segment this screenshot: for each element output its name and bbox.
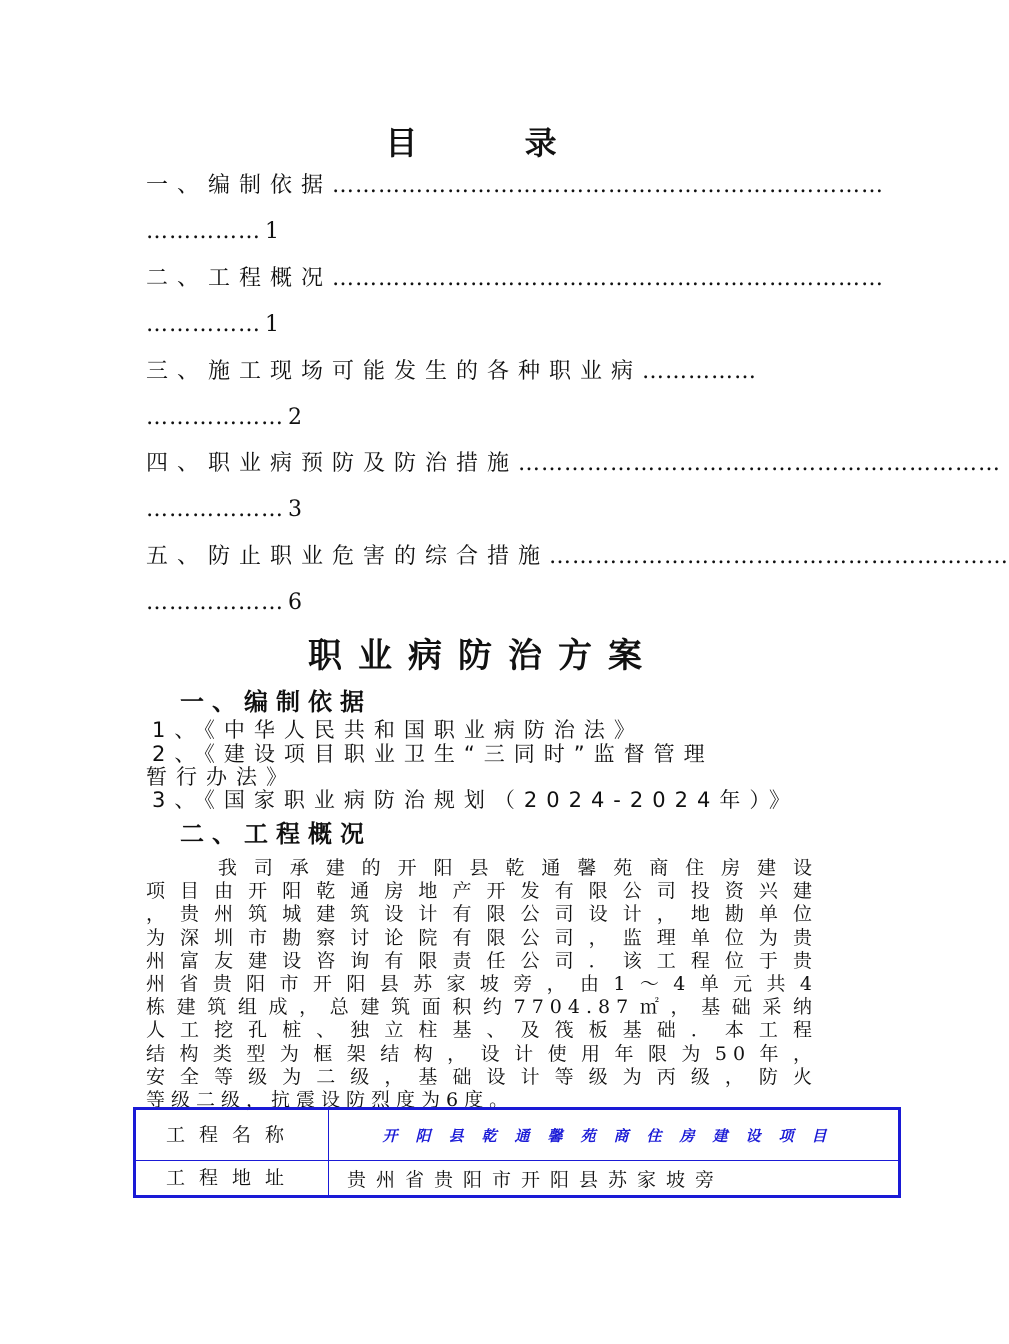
toc-leader-dots: ……………………………………………………………… xyxy=(332,266,885,291)
toc-leader-dots: …………… xyxy=(642,359,758,384)
project-info-table xyxy=(133,1107,901,1198)
paragraph-line: 我司承建的开阳县乾通馨苑商住房建设 xyxy=(146,857,818,879)
section-heading-overview: 二、工程概况 xyxy=(180,820,372,848)
toc-leader-dots: ……………………………………………………… xyxy=(518,451,1002,476)
toc-entry-label: 三、施工现场可能发生的各种职业病 xyxy=(146,359,643,384)
paragraph-line: 州省贵阳市开阳县苏家坡旁，由1～4单元共4 xyxy=(146,972,818,995)
toc-entry-4-page-line xyxy=(146,496,302,524)
project-address-label: 工程地址 xyxy=(135,1161,329,1197)
toc-leader-dots: …………… xyxy=(146,219,261,244)
toc-page-number: 1 xyxy=(265,219,279,244)
toc-leader-dots: ……………… xyxy=(146,590,284,615)
toc-leader-dots: ……………………………………………………………… xyxy=(332,173,885,198)
paragraph-line: ，贵州筑城建筑设计有限公司设计，地勘单位 xyxy=(146,903,818,926)
toc-leader-dots: ……………… xyxy=(146,497,284,522)
project-address-value: 贵州省贵阳市开阳县苏家坡旁 xyxy=(329,1161,900,1197)
toc-title: 目 录 xyxy=(385,124,605,162)
toc-entry-label: 五、防止职业危害的综合措施 xyxy=(146,544,550,569)
basis-item-2: 2、《建设项目职业卫生“三同时”监督管理 xyxy=(152,742,714,766)
project-name-value: 开阳县乾通馨苑商住房建设项目 xyxy=(329,1109,900,1161)
section-heading-basis: 一、编制依据 xyxy=(180,688,372,716)
toc-leader-dots: …………………………………………………… xyxy=(549,544,1009,569)
toc-entry-label: 四、职业病预防及防治措施 xyxy=(146,451,519,476)
project-overview-paragraph xyxy=(146,857,818,1112)
paragraph-line: 人工挖孔桩、独立柱基、及筏板基础．本工程 xyxy=(146,1019,818,1042)
paragraph-line: 为深圳市勘察讨论院有限公司，监理单位为贵 xyxy=(146,926,818,949)
toc-page-number: 2 xyxy=(288,405,302,430)
table-row xyxy=(135,1161,900,1197)
toc-entry-3[interactable] xyxy=(146,358,818,386)
toc-entry-4[interactable] xyxy=(146,450,1002,478)
paragraph-line: 等级二级，抗震设防烈度为6度。 xyxy=(146,1088,515,1111)
paragraph-line: 项目由开阳乾通房地产开发有限公司投资兴建 xyxy=(146,880,818,903)
project-name-label: 工程名称 xyxy=(135,1109,329,1161)
document-title: 职业病防治方案 xyxy=(308,636,658,676)
toc-entry-label: 一、编制依据 xyxy=(146,173,333,198)
toc-entry-2[interactable] xyxy=(146,265,885,293)
toc-entry-5-page-line xyxy=(146,589,302,617)
paragraph-line: 安全等级为二级，基础设计等级为丙级，防火 xyxy=(146,1065,818,1088)
toc-entry-5[interactable] xyxy=(146,543,1009,571)
toc-leader-dots: …………… xyxy=(146,312,261,337)
toc-entry-1[interactable] xyxy=(146,172,885,200)
paragraph-line: 结构类型为框架结构，设计使用年限为50年， xyxy=(146,1042,818,1065)
paragraph-line: 州富友建设咨询有限责任公司．该工程位于贵 xyxy=(146,949,818,972)
toc-page-number: 1 xyxy=(265,312,279,337)
paragraph-line: 栋建筑组成，总建筑面积约7704.87㎡，基础采纳 xyxy=(146,996,818,1019)
table-row xyxy=(135,1109,900,1161)
toc-entry-label: 二、工程概况 xyxy=(146,266,333,291)
toc-entry-2-page-line xyxy=(146,311,279,339)
basis-item-1: 1、《中华人民共和国职业病防治法》 xyxy=(152,718,644,742)
toc-leader-dots: ……………… xyxy=(146,405,284,430)
toc-page-number: 3 xyxy=(288,497,302,522)
basis-item-3: 3、《国家职业病防治规划（2024-2024年）》 xyxy=(152,788,799,812)
toc-entry-1-page-line xyxy=(146,218,279,246)
toc-entry-3-page-line xyxy=(146,404,302,432)
toc-page-number: 6 xyxy=(288,590,302,615)
basis-item-2-continued: 暂行办法》 xyxy=(146,765,296,789)
